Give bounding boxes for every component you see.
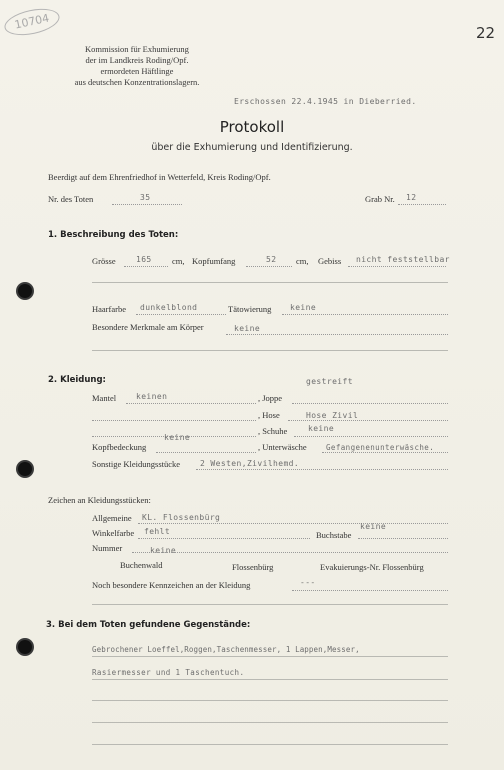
marks-heading: Zeichen an Kleidungsstücken:	[48, 495, 151, 505]
other-marks-value: ---	[300, 578, 316, 587]
hair-label: Haarfarbe	[92, 304, 126, 314]
col-evakuierung: Evakuierungs-Nr. Flossenbürg	[320, 562, 424, 572]
section-3-heading: 3. Bei dem Toten gefundene Gegenstände:	[46, 620, 251, 630]
grave-number-line	[398, 204, 446, 205]
header-line-4: aus deutschen Konzentrationslagern.	[74, 77, 200, 87]
page-number: 22	[476, 24, 496, 42]
size-label: Grösse	[92, 256, 116, 266]
other-clothing-value: 2 Westen,Zivilhemd.	[200, 459, 300, 468]
jacket-value: gestreift	[306, 377, 353, 386]
other-marks-label: Noch besondere Kennzeichen an der Kleidung	[92, 580, 251, 590]
size-value: 165	[136, 255, 152, 264]
blank-line	[92, 282, 448, 283]
size-line	[124, 266, 168, 267]
headwear-line	[156, 452, 256, 453]
marks-label: Besondere Merkmale am Körper	[92, 322, 204, 332]
punch-hole	[18, 284, 32, 298]
section-2-heading: 2. Kleidung:	[48, 375, 106, 385]
general-label: Allgemeine	[92, 513, 132, 523]
dead-number-line	[112, 204, 182, 205]
jacket-line	[292, 403, 448, 404]
tattoo-label: Tätowierung	[228, 304, 272, 314]
archive-stamp: 10704	[2, 4, 62, 39]
cm-unit-2: cm,	[296, 256, 309, 266]
headwear-value: keine	[164, 433, 191, 442]
underwear-value: Gefangenenunterwäsche.	[326, 443, 435, 452]
coat-label: Mantel	[92, 393, 117, 403]
general-value: KL. Flossenbürg	[142, 513, 221, 522]
blank-line	[92, 604, 448, 605]
grave-number-label: Grab Nr.	[365, 194, 395, 204]
teeth-label: Gebiss	[318, 256, 342, 266]
underwear-line	[322, 452, 448, 453]
blank-line	[92, 350, 448, 351]
marks-value: keine	[234, 324, 261, 333]
trousers-label: , Hose	[258, 410, 280, 420]
letter-line	[358, 538, 448, 539]
number-line	[132, 552, 448, 553]
number-value: keine	[150, 546, 177, 555]
items-rule-5	[92, 744, 448, 745]
jacket-label: , Joppe	[258, 393, 283, 403]
cm-unit-1: cm,	[172, 256, 185, 266]
items-line-1: Gebrochener Loeffel,Roggen,Taschenmesser, 1 Lappen,Messer,	[92, 645, 360, 654]
trousers-left-line	[92, 420, 256, 421]
underwear-label: , Unterwäsche	[258, 442, 307, 452]
items-rule-3	[92, 700, 448, 701]
items-rule-2	[92, 679, 448, 680]
trousers-line	[288, 420, 448, 421]
header-line-3: ermordeten Häftlinge	[100, 66, 174, 76]
other-clothing-line	[196, 469, 448, 470]
burial-line: Beerdigt auf dem Ehrenfriedhof in Wetterfeld, Kreis Roding/Opf.	[48, 172, 271, 182]
coat-value: keinen	[136, 392, 168, 401]
header-line-2: der im Landkreis Roding/Opf.	[85, 55, 189, 65]
grave-number-value: 12	[406, 193, 417, 202]
angle-value: fehlt	[144, 527, 171, 536]
dead-number-value: 35	[140, 193, 151, 202]
col-buchenwald: Buchenwald	[120, 560, 163, 570]
teeth-line	[348, 266, 446, 267]
punch-hole	[18, 640, 32, 654]
tattoo-line	[282, 314, 448, 315]
headwear-label: Kopfbedeckung	[92, 442, 147, 452]
shoes-value: keine	[308, 424, 335, 433]
items-rule-1	[92, 656, 448, 657]
marks-line	[226, 334, 448, 335]
number-label: Nummer	[92, 543, 123, 553]
document-title: Protokoll	[219, 118, 285, 136]
shoes-label: , Schuhe	[258, 426, 288, 436]
col-flossenbuerg: Flossenbürg	[232, 562, 274, 572]
head-value: 52	[266, 255, 277, 264]
head-line	[246, 266, 292, 267]
head-label: Kopfumfang	[192, 256, 236, 266]
shoes-line	[294, 436, 448, 437]
letter-label: Buchstabe	[316, 530, 352, 540]
items-line-2: Rasiermesser und 1 Taschentuch.	[92, 668, 245, 677]
items-rule-4	[92, 722, 448, 723]
trousers-value: Hose Zivil	[306, 411, 359, 420]
other-marks-line	[292, 590, 448, 591]
dead-number-label: Nr. des Toten	[48, 194, 94, 204]
header-line-1: Kommission für Exhumierung	[85, 44, 189, 54]
commission-header	[52, 44, 222, 88]
angle-label: Winkelfarbe	[92, 528, 135, 538]
document-subtitle: über die Exhumierung und Identifizierung.	[151, 142, 353, 153]
shot-note: Erschossen 22.4.1945 in Dieberried.	[234, 97, 417, 106]
tattoo-value: keine	[290, 303, 317, 312]
angle-line	[138, 538, 310, 539]
punch-hole	[18, 462, 32, 476]
hair-line	[136, 314, 226, 315]
general-line	[138, 523, 448, 524]
hair-value: dunkelblond	[140, 303, 198, 312]
other-clothing-label: Sonstige Kleidungsstücke	[92, 459, 181, 469]
letter-value: keine	[360, 522, 387, 531]
teeth-value: nicht feststellbar	[356, 255, 450, 264]
coat-line	[126, 403, 256, 404]
section-1-heading: 1. Beschreibung des Toten:	[48, 230, 179, 240]
